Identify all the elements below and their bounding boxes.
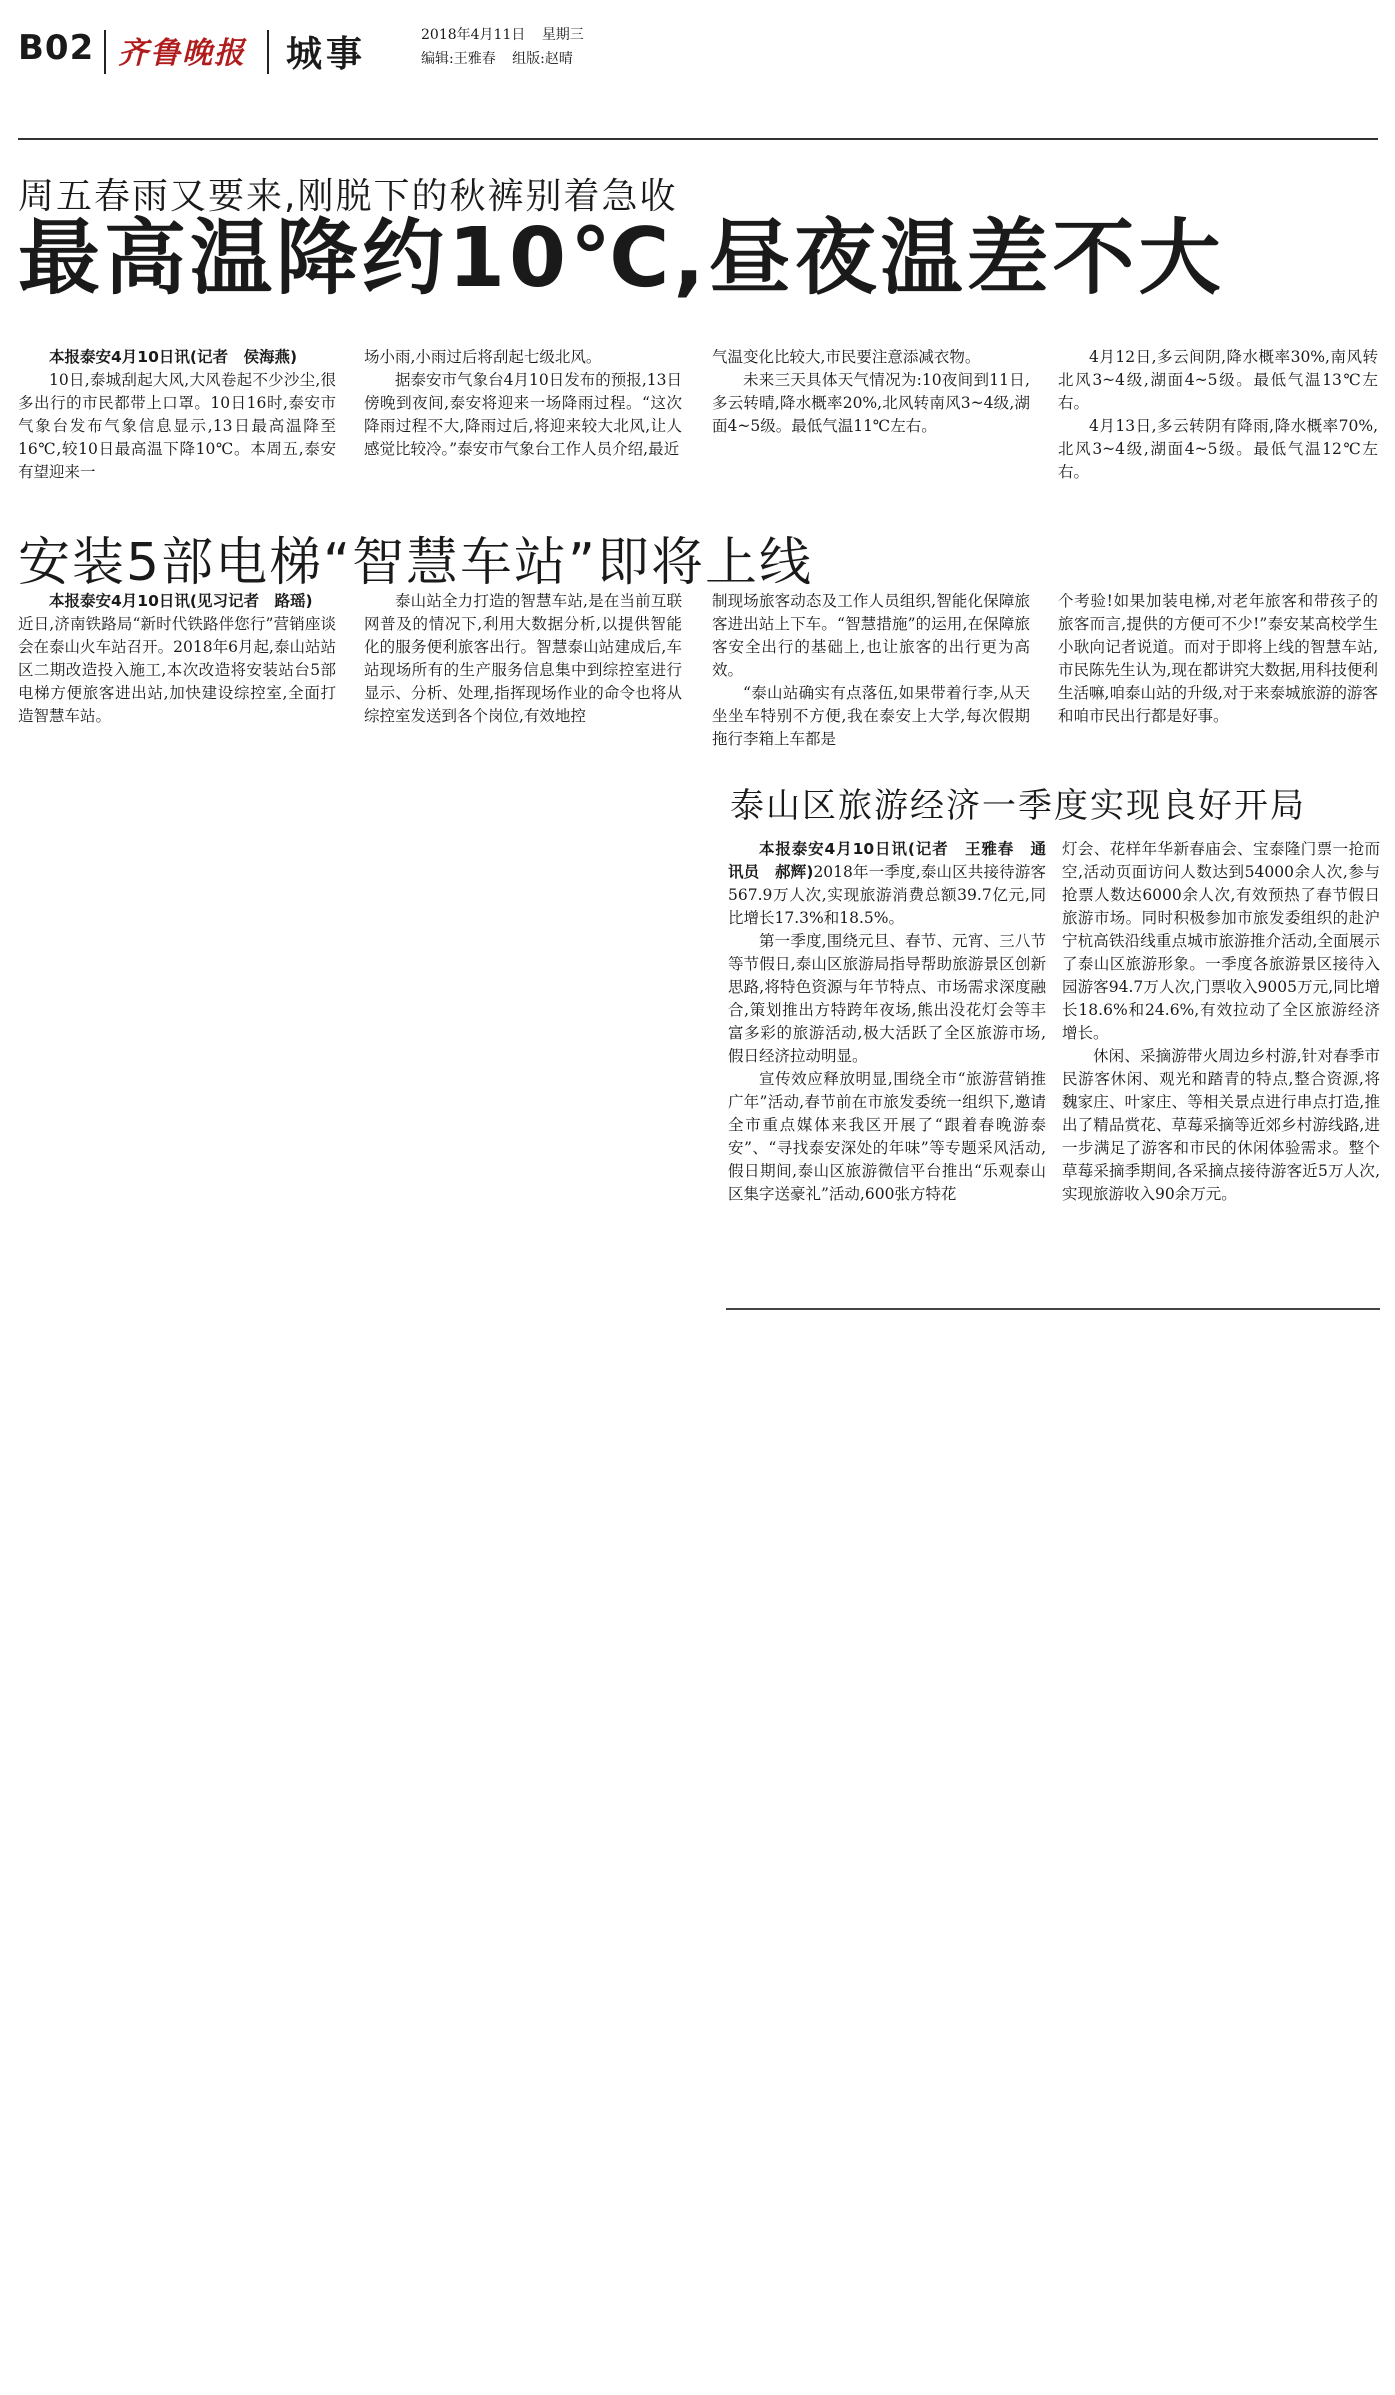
article3-column-1 [728, 838, 1046, 1206]
article3-headline: 泰山区旅游经济一季度实现良好开局 [730, 786, 1306, 826]
article1-byline: 本报泰安4月10日讯(记者 侯海燕) [49, 348, 298, 366]
weekday-text: 星期三 [541, 27, 584, 43]
article3-byline: 本报泰安4月10日讯(记者 王雅春 通讯员 郝辉) [728, 840, 1046, 881]
staff-credits [421, 48, 585, 68]
article2-column-1 [18, 590, 336, 728]
article2-byline: 本报泰安4月10日讯(见习记者 路瑶) [49, 592, 313, 610]
article2-headline: 安装5部电梯“智慧车站”即将上线 [18, 533, 813, 593]
article3-bottom-rule [726, 1308, 1380, 1310]
page-number: B02 [18, 28, 95, 68]
article1-paragraph: 10日,泰城刮起大风,大风卷起不少沙尘,很多出行的市民都带上口罩。10日16时,泰安市气象台发布气象信息显示,13日最高温降至16℃,较10日最高温下降10℃。本周五,泰安有望迎来一 [18, 371, 336, 481]
masthead [18, 20, 1378, 80]
article1-paragraph: 未来三天具体天气情况为:10夜间到11日,多云转晴,降水概率20%,北风转南风3~4级,湖面4~5级。最低气温11℃左右。 [712, 371, 1030, 435]
newspaper-logo: 齐鲁晚报 [118, 36, 246, 71]
article2-paragraph: 制现场旅客动态及工作人员组织,智能化保障旅客进出站上下车。“智慧措施”的运用,在保障旅客安全出行的基础上,也让旅客的出行更为高效。 [712, 592, 1030, 679]
article3-column-2 [1062, 838, 1380, 1206]
article2-paragraph: 个考验!如果加装电梯,对老年旅客和带孩子的旅客而言,提供的方便可不少!”泰安某高校学生小耿向记者说道。而对于即将上线的智慧车站,市民陈先生认为,现在都讲究大数据,用科技便利生活嘛,咱泰山站的升级,对于来泰城旅游的游客和咱市民出行都是好事。 [1058, 592, 1378, 725]
article2-column-4 [1058, 590, 1378, 728]
article3-paragraph: 灯会、花样年华新春庙会、宝泰隆门票一抢而空,活动页面访问人数达到54000余人次,参与抢票人数达6000余人次,有效预热了春节假日旅游市场。同时积极参加市旅发委组织的赴沪宁杭高铁沿线重点城市旅游推介活动,全面展示了泰山区旅游形象。一季度各旅游景区接待入园游客94.7万人次,门票收入9005万元,同比增长18.6%和24.6%,有效拉动了全区旅游经济增长。 [1062, 840, 1380, 1042]
layout-credit: 组版:赵晴 [512, 51, 573, 67]
editor-credit: 编辑:王雅春 [421, 51, 496, 67]
article1-paragraph: 4月12日,多云间阴,降水概率30%,南风转北风3~4级,湖面4~5级。最低气温13℃左右。 [1058, 348, 1378, 412]
article1-headline: 最高温降约10℃,昼夜温差不大 [18, 211, 1225, 306]
section-name: 城事 [286, 34, 367, 75]
article1-column-2 [364, 346, 682, 461]
masthead-divider [267, 30, 269, 74]
article2-column-2 [364, 590, 682, 728]
article1-column-1 [18, 346, 336, 484]
article1-paragraph: 气温变化比较大,市民要注意添减衣物。 [712, 348, 981, 366]
article2-paragraph: 近日,济南铁路局“新时代铁路伴您行”营销座谈会在泰山火车站召开。2018年6月起,泰山站站区二期改造投入施工,本次改造将安装站台5部电梯方便旅客进出站,加快建设综控室,全面打造智慧车站。 [18, 615, 336, 725]
date-text: 2018年4月11日 [421, 27, 526, 43]
article2-paragraph: “泰山站确实有点落伍,如果带着行李,从天坐坐车特别不方便,我在泰安上大学,每次假期拖行李箱上车都是 [712, 684, 1030, 748]
article3-paragraph: 第一季度,围绕元旦、春节、元宵、三八节等节假日,泰山区旅游局指导帮助旅游景区创新思路,将特色资源与年节特点、市场需求深度融合,策划推出方特跨年夜场,熊出没花灯会等丰富多彩的旅游活动,极大活跃了全区旅游市场,假日经济拉动明显。 [728, 932, 1046, 1065]
article1-paragraph: 场小雨,小雨过后将刮起七级北风。 [364, 348, 602, 366]
article1-paragraph: 4月13日,多云转阴有降雨,降水概率70%,北风3~4级,湖面4~5级。最低气温12℃左右。 [1058, 417, 1378, 481]
header-rule [18, 138, 1378, 140]
article3-lead: 2018年一季度,泰山区共接待游客567.9万人次,实现旅游消费总额39.7亿元,同比增长17.3%和18.5%。 [728, 863, 1047, 927]
article3-paragraph: 休闲、采摘游带火周边乡村游,针对春季市民游客休闲、观光和踏青的特点,整合资源,将魏家庄、叶家庄、等相关景点进行串点打造,推出了精品赏花、草莓采摘等近郊乡村游线路,进一步满足了游客和市民的休闲体验需求。整个草莓采摘季期间,各采摘点接待游客近5万人次,实现旅游收入90余万元。 [1062, 1047, 1380, 1203]
article1-subtitle: 周五春雨又要来,刚脱下的秋裤别着急收 [18, 176, 678, 217]
masthead-divider [104, 30, 106, 74]
article2-column-3 [712, 590, 1030, 751]
article1-paragraph: 据泰安市气象台4月10日发布的预报,13日傍晚到夜间,泰安将迎来一场降雨过程。“这次降雨过程不大,降雨过后,将迎来较大北风,让人感觉比较冷。”泰安市气象台工作人员介绍,最近 [364, 371, 682, 458]
article1-column-3 [712, 346, 1030, 438]
article2-paragraph: 泰山站全力打造的智慧车站,是在当前互联网普及的情况下,利用大数据分析,以提供智能化的服务便利旅客出行。智慧泰山站建成后,车站现场所有的生产服务信息集中到综控室进行显示、分析、处理,指挥现场作业的命令也将从综控室发送到各个岗位,有效地控 [364, 592, 682, 725]
issue-date [421, 24, 596, 44]
article1-column-4 [1058, 346, 1378, 484]
article3-paragraph: 宣传效应释放明显,围绕全市“旅游营销推广年”活动,春节前在市旅发委统一组织下,邀请全市重点媒体来我区开展了“跟着春晚游泰安”、“寻找泰安深处的年味”等专题采风活动,假日期间,泰山区旅游微信平台推出“乐观泰山区集字送豪礼”活动,600张方特花 [728, 1070, 1046, 1203]
